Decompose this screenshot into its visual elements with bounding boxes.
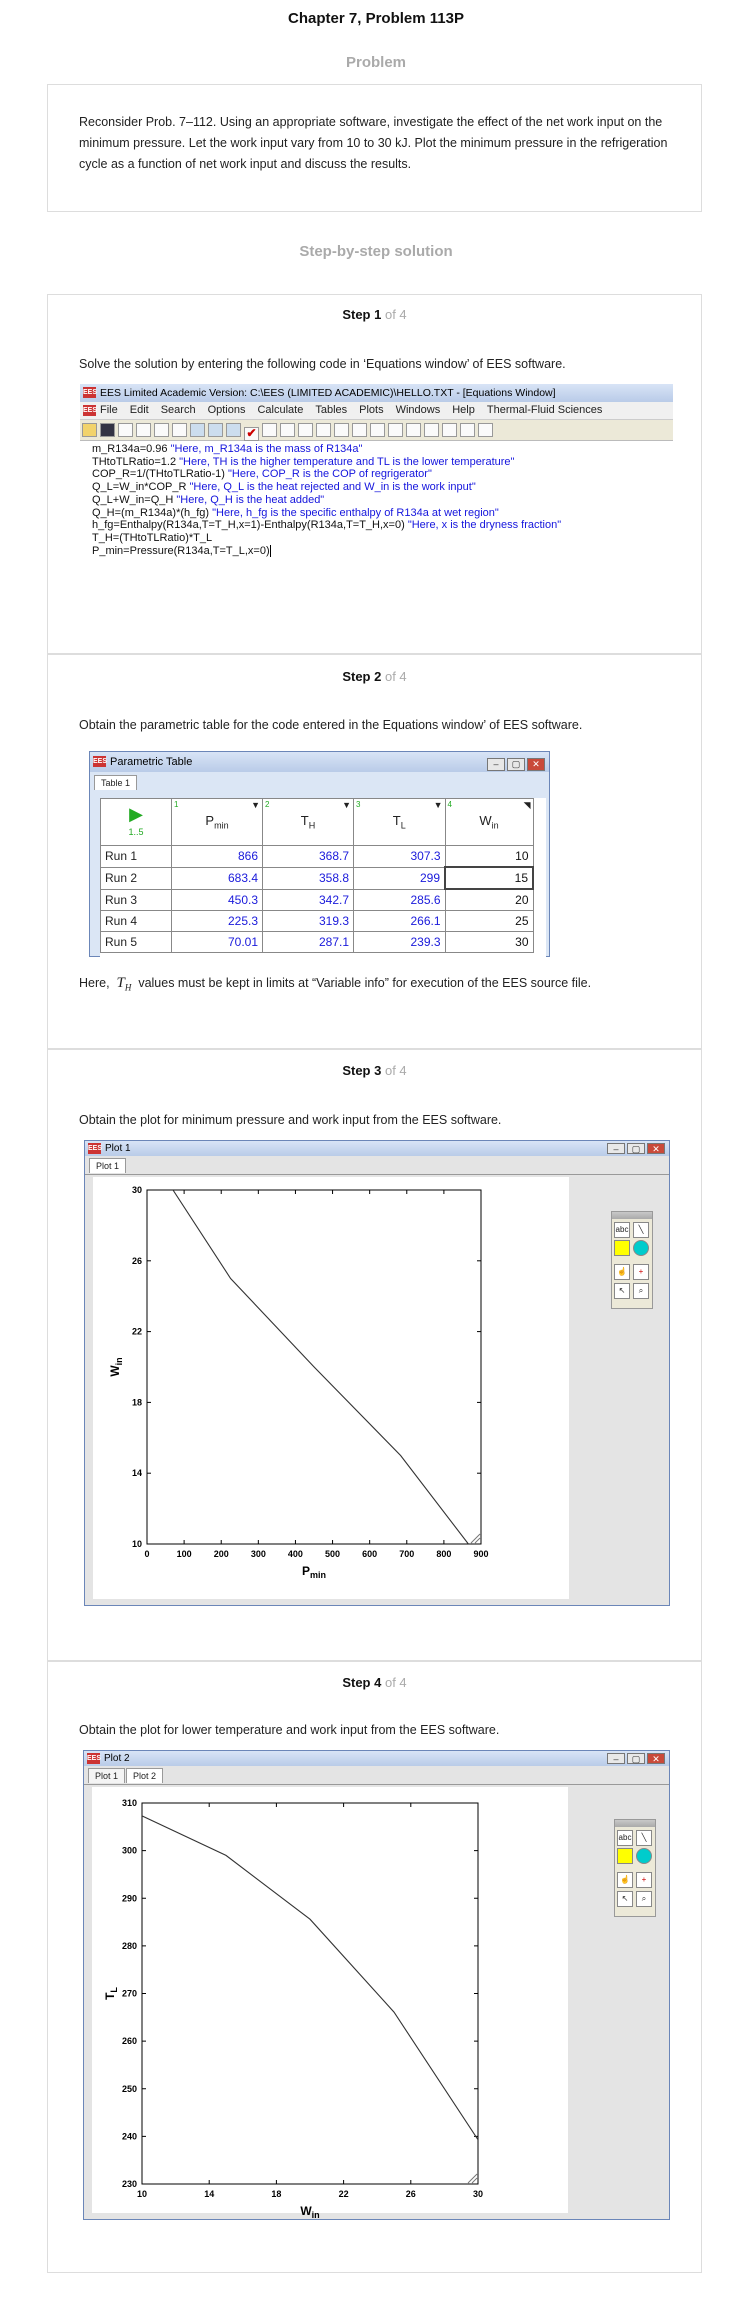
run-arrow-icon[interactable]: ▶ (129, 803, 143, 824)
step-1-text: Solve the solution by entering the following code in ‘Equations window’ of EES software. (79, 357, 566, 371)
lookup-icon[interactable] (352, 423, 367, 437)
y-tick-label: 230 (121, 2179, 137, 2189)
x-tick-label: 700 (399, 1549, 415, 1559)
table-row[interactable]: Run 1 866 368.7 307.3 10 (101, 846, 534, 868)
y-tick-label: 26 (131, 1255, 142, 1266)
zoom-tool-icon[interactable]: ⌕ (636, 1891, 652, 1907)
x-tick-label: 30 (472, 2189, 484, 2199)
menu-search[interactable]: Search (160, 404, 196, 416)
select-tool-icon[interactable]: ↖ (614, 1283, 630, 1299)
col-th[interactable]: 2 ▼ $T_H$ (263, 799, 354, 846)
step-2-note: Here, $T_H$ values must be kept in limits at “Variable info” for execution of the EES source file. (79, 975, 592, 993)
col-dropdown-icon[interactable]: ▼ (342, 800, 351, 810)
code-line: THtoTLRatio=1.2 "Here, TH is the higher temperature and TL is the lower temperature" (92, 455, 515, 468)
y-tick-label: 240 (121, 2131, 137, 2142)
col-dropdown-icon[interactable]: ▼ (251, 800, 260, 810)
ees-menubar (80, 402, 673, 420)
x-axis-label: $P_{min}$ (301, 1564, 327, 1580)
x-tick-label: 26 (405, 2189, 416, 2199)
menu-windows[interactable]: Windows (395, 404, 441, 416)
plot1-window-buttons (605, 1142, 665, 1157)
resize-grip-icon (471, 1534, 480, 1543)
code-line: T_H=(THtoTLRatio)*T_L (92, 531, 213, 544)
plot1-tabs (85, 1158, 669, 1175)
open-icon[interactable] (82, 423, 97, 437)
info-icon[interactable] (190, 423, 205, 437)
minimize-icon[interactable]: – (607, 1753, 625, 1764)
problem-card (47, 84, 702, 212)
code-line: m_R134a=0.96 "Here, m_R134a is the mass of R134a" (92, 443, 363, 455)
menu-help[interactable]: Help (452, 404, 475, 416)
plot1-tool-palette (611, 1211, 653, 1309)
text-tool-icon[interactable]: abc (617, 1830, 633, 1846)
x-tick-label: 22 (338, 2189, 349, 2199)
x-tick-label: 100 (176, 1549, 192, 1559)
menu-options[interactable]: Options (207, 404, 246, 416)
minimize-icon[interactable]: – (487, 758, 505, 771)
x-tick-label: 400 (287, 1549, 303, 1559)
calculator-icon[interactable] (262, 423, 277, 437)
code-line: Q_L+W_in=Q_H "Here, Q_H is the heat added" (92, 493, 325, 506)
rectangle-tool-icon[interactable] (617, 1848, 633, 1864)
param-window-title: Parametric Table (110, 756, 193, 768)
window2-icon[interactable] (424, 423, 439, 437)
plot2-tabs (84, 1768, 669, 1785)
menu-plots[interactable]: Plots (359, 404, 384, 416)
line-tool-icon[interactable]: ╲ (636, 1830, 652, 1846)
y-tick-label: 250 (121, 2083, 137, 2094)
parametric-table-window (89, 751, 550, 957)
plot2-window-title: Plot 2 (104, 1753, 130, 1764)
crosshair-tool-icon[interactable]: + (636, 1872, 652, 1888)
plot-2-window (83, 1750, 670, 2220)
table-row[interactable]: Run 4 225.3 319.3 266.1 25 (101, 911, 534, 932)
print-icon[interactable] (118, 423, 133, 437)
col-dropdown-icon[interactable]: ◥ (523, 800, 531, 810)
solution-heading: Step-by-step solution (299, 243, 453, 260)
x-tick-label: 800 (436, 1549, 452, 1559)
series-line (142, 1816, 478, 2140)
ees-equations-window (80, 384, 673, 598)
param-window-buttons (485, 754, 545, 774)
y-tick-label: 30 (131, 1185, 142, 1195)
code-line: COP_R=1/(THtoTLRatio-1) "Here, COP_R is the COP of regrigerator" (92, 468, 432, 481)
param-titlebar (90, 752, 549, 772)
hand-tool-icon[interactable]: ☝ (614, 1264, 630, 1280)
crosshair-tool-icon[interactable]: + (633, 1264, 649, 1280)
plot2-tool-palette (614, 1819, 656, 1917)
menu-calculate[interactable]: Calculate (257, 404, 304, 416)
step-2-heading: Step 2 of 4 (342, 669, 407, 684)
rectangle-tool-icon[interactable] (614, 1240, 630, 1256)
y-axis-label: $W_{in}$ (108, 1357, 124, 1377)
y-tick-label: 18 (131, 1397, 142, 1408)
paste-icon[interactable] (172, 423, 187, 437)
plot-1-chart (93, 1177, 569, 1599)
step-3-heading: Step 3 of 4 (342, 1063, 407, 1078)
close-icon[interactable]: ✕ (647, 1143, 665, 1154)
y-tick-label: 280 (121, 1940, 137, 1951)
menu-tables[interactable]: Tables (315, 404, 348, 416)
equations-code[interactable] (80, 441, 673, 557)
ees-titlebar (80, 384, 673, 402)
step-4-text: Obtain the plot for lower temperature and work input from the EES software. (79, 1723, 500, 1737)
code-line: Q_L=W_in*COP_R "Here, Q_L is the heat rejected and W_in is the work input" (92, 481, 476, 494)
ees-plot2-icon: EES (87, 1755, 102, 1762)
minimize-icon[interactable]: – (607, 1143, 625, 1154)
close-icon[interactable]: ✕ (647, 1753, 665, 1764)
cut-icon[interactable] (136, 423, 151, 437)
tab-plot-1[interactable]: Plot 1 (88, 1768, 125, 1783)
window3-icon[interactable] (442, 423, 457, 437)
step-2-text: Obtain the parametric table for the code entered in the Equations window’ of EES software. (79, 718, 583, 732)
y-tick-label: 290 (121, 1893, 137, 1904)
window5-icon[interactable] (478, 423, 493, 437)
ees-plot1-icon: EES (88, 1145, 103, 1152)
table-icon[interactable] (316, 423, 331, 437)
code-line: Q_H=(m_R134a)*(h_fg) "Here, h_fg is the specific enthalpy of R134a at wet region" (92, 506, 499, 519)
x-tick-label: 10 (136, 2189, 148, 2199)
problem-text: Reconsider Prob. 7–112. Using an appropriate software, investigate the effect of the net work input on the minimum pressure. Let the work input vary from 10 to 30 kJ. Plot the minimum pressure in the refrigeration cycle as a function of net work input and discuss the results. (79, 115, 668, 171)
y-tick-label: 260 (121, 2036, 137, 2047)
diagram-icon[interactable] (388, 423, 403, 437)
table-row[interactable]: Run 3 450.3 342.7 285.6 20 (101, 889, 534, 911)
ees-toolbar (80, 420, 673, 441)
menu-file[interactable]: File (100, 404, 118, 416)
y-tick-label: 14 (131, 1468, 142, 1479)
col-tl[interactable]: 3 ▼ $T_L$ (354, 799, 446, 846)
zoom-tool-icon[interactable]: ⌕ (633, 1283, 649, 1299)
tab-plot-1[interactable]: Plot 1 (89, 1158, 126, 1173)
param-tabs (90, 775, 549, 791)
x-tick-label: 300 (250, 1549, 266, 1559)
ees-window-title: EES Limited Academic Version: C:\EES (LIMITED ACADEMIC)\HELLO.TXT - [Equations Window] (100, 387, 556, 399)
col-dropdown-icon[interactable]: ▼ (433, 800, 443, 810)
param-grid (100, 798, 546, 958)
table-row[interactable]: Run 2 683.4 358.8 299 15 (101, 867, 534, 889)
x-axis-label: $W_{in}$ (300, 2204, 320, 2220)
x-tick-label: 600 (362, 1549, 378, 1559)
save-icon[interactable] (100, 423, 115, 437)
step-3-text: Obtain the plot for minimum pressure and work input from the EES software. (79, 1113, 502, 1127)
copy-icon[interactable] (154, 423, 169, 437)
x-tick-label: 200 (213, 1549, 229, 1559)
tab-table-1[interactable]: Table 1 (94, 775, 137, 790)
hand-tool-icon[interactable]: ☝ (617, 1872, 633, 1888)
maximize-icon[interactable]: ▢ (627, 1143, 645, 1154)
series-line (173, 1190, 468, 1544)
plot1-window-title: Plot 1 (105, 1143, 131, 1154)
array-icon[interactable] (370, 423, 385, 437)
y-tick-label: 22 (131, 1326, 142, 1337)
x-tick-label: 900 (473, 1549, 489, 1559)
check-icon[interactable]: ✔ (244, 427, 259, 441)
maximize-icon[interactable]: ▢ (627, 1753, 645, 1764)
y-axis-label: $T_L$ (103, 1987, 119, 2000)
x-tick-label: 0 (144, 1549, 150, 1559)
y-tick-label: 270 (121, 1988, 137, 1999)
code-line: h_fg=Enthalpy(R134a,T=T_H,x=1)-Enthalpy(R134a,T=T_H,x=0) "Here, x is the dryness fraction" (92, 519, 562, 532)
col-win[interactable]: 4 ◥ $W_{in}$ (445, 799, 533, 846)
code-line: P_min=Pressure(R134a,T=T_L,x=0) (92, 544, 270, 557)
plot-frame (142, 1803, 478, 2184)
plot-1-window (84, 1140, 670, 1606)
x-tick-label: 14 (204, 2189, 215, 2199)
plot1-titlebar (85, 1141, 669, 1156)
solve-icon[interactable] (280, 423, 295, 437)
col-pmin[interactable]: 1 ▼ $P_{min}$ (172, 799, 263, 846)
window1-icon[interactable] (406, 423, 421, 437)
x-tick-label: 500 (325, 1549, 341, 1559)
tab-plot-2[interactable]: Plot 2 (126, 1768, 163, 1783)
plot2-titlebar (84, 1751, 669, 1766)
step-1-heading: Step 1 of 4 (342, 307, 407, 322)
ees-doc-icon: EES (83, 407, 98, 414)
plot2-window-buttons (605, 1752, 665, 1767)
y-tick-label: 310 (121, 1798, 137, 1808)
text-tool-icon[interactable]: abc (614, 1222, 630, 1238)
x-tick-label: 18 (271, 2189, 282, 2199)
close-icon[interactable]: ✕ (527, 758, 545, 771)
param-table-icon[interactable] (334, 423, 349, 437)
run-corner[interactable] (101, 799, 172, 846)
line-tool-icon[interactable]: ╲ (633, 1222, 649, 1238)
y-tick-label: 300 (121, 1845, 137, 1856)
window4-icon[interactable] (460, 423, 475, 437)
maximize-icon[interactable]: ▢ (507, 758, 525, 771)
select-tool-icon[interactable]: ↖ (617, 1891, 633, 1907)
ees-logo-icon: EES (83, 389, 98, 396)
formatted-icon[interactable] (226, 423, 241, 437)
table-row[interactable]: Run 5 70.01 287.1 239.3 30 (101, 932, 534, 953)
y-tick-label: 10 (131, 1539, 142, 1549)
step-4-heading: Step 4 of 4 (342, 1675, 407, 1690)
ees-param-icon: EES (93, 758, 108, 765)
problem-heading: Problem (345, 54, 406, 71)
resize-grip-icon (468, 2174, 477, 2183)
menu-thermal-fluid[interactable]: Thermal-Fluid Sciences (486, 404, 603, 416)
page-title: Chapter 7, Problem 113P (288, 10, 464, 27)
oval-tool-icon[interactable] (636, 1848, 652, 1864)
menu-edit[interactable]: Edit (129, 404, 149, 416)
plot-icon[interactable] (298, 423, 313, 437)
param-table (100, 798, 534, 953)
plot-2-chart (92, 1787, 568, 2220)
run-range: 1..5 (128, 826, 144, 837)
units-icon[interactable] (208, 423, 223, 437)
oval-tool-icon[interactable] (633, 1240, 649, 1256)
